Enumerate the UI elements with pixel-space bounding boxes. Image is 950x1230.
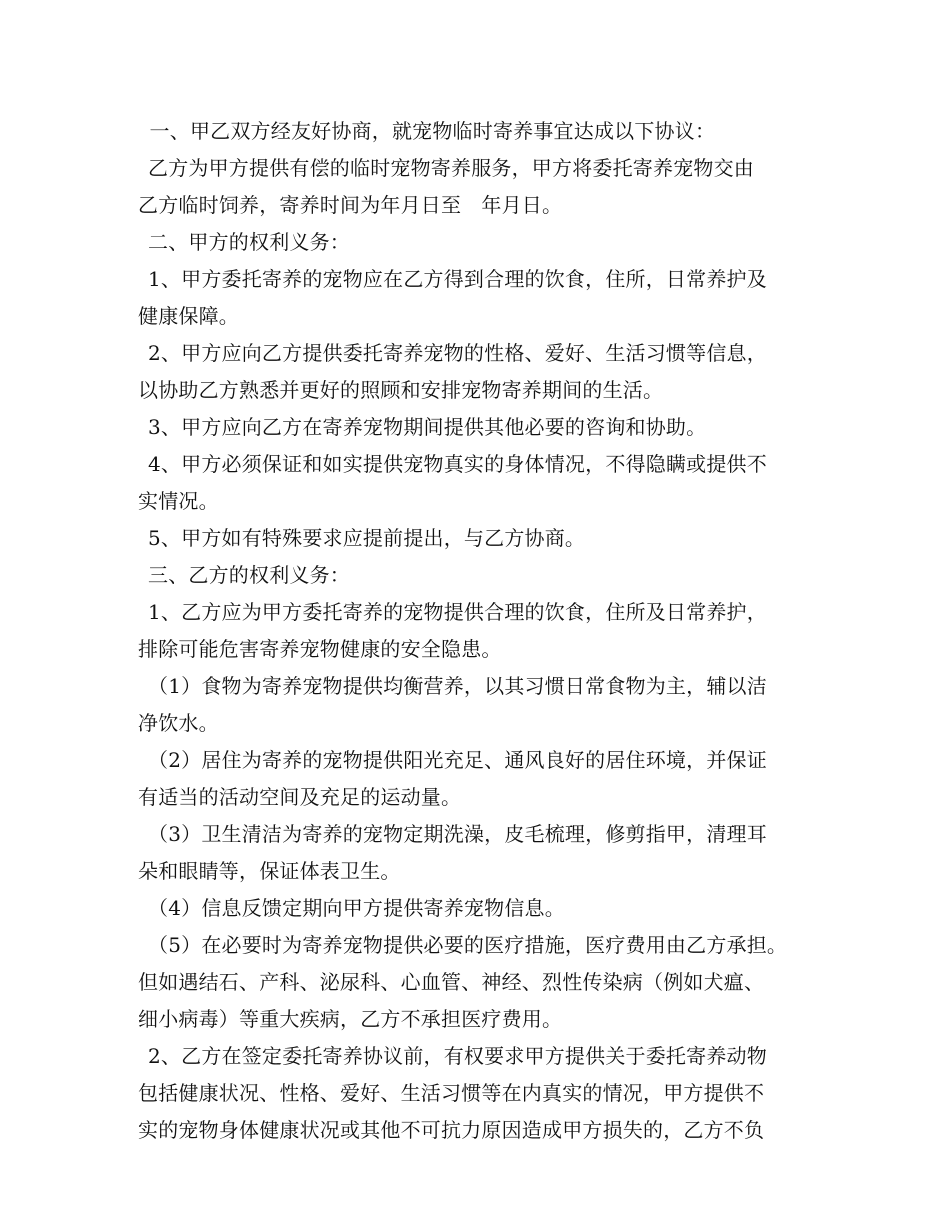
paragraph-line: （5）在必要时为寄养宠物提供必要的医疗措施，医疗费用由乙方承担。 — [148, 933, 788, 957]
paragraph-line: 2、甲方应向乙方提供委托寄养宠物的性格、爱好、生活习惯等信息， — [148, 341, 767, 365]
paragraph-line: 一、甲乙双方经友好协商，就宠物临时寄养事宜达成以下协议： — [143, 119, 716, 143]
paragraph-line: 排除可能危害寄养宠物健康的安全隐患。 — [138, 637, 502, 661]
paragraph-line: 2、乙方在签定委托寄养协议前，有权要求甲方提供关于委托寄养动物 — [148, 1044, 767, 1068]
paragraph-line: 朵和眼睛等，保证体表卫生。 — [138, 859, 401, 883]
paragraph-line: 4、甲方必须保证和如实提供宠物真实的身体情况，不得隐瞒或提供不 — [148, 452, 767, 476]
paragraph-line: 实情况。 — [138, 489, 219, 513]
paragraph-line: 以协助乙方熟悉并更好的照顾和安排宠物寄养期间的生活。 — [138, 378, 664, 402]
document-body — [0, 113, 950, 1149]
paragraph-line: 1、甲方委托寄养的宠物应在乙方得到合理的饮食，住所，日常养护及 — [148, 267, 767, 291]
paragraph-line: 包括健康状况、性格、爱好、生活习惯等在内真实的情况，甲方提供不 — [138, 1081, 765, 1105]
paragraph-line: 净饮水。 — [138, 711, 219, 735]
paragraph-line: 但如遇结石、产科、泌尿科、心血管、神经、烈性传染病（例如犬瘟、 — [138, 970, 765, 994]
paragraph-line: 有适当的活动空间及充足的运动量。 — [138, 785, 462, 809]
paragraph-line: （2）居住为寄养的宠物提供阳光充足、通风良好的居住环境，并保证 — [148, 748, 767, 772]
paragraph-line: 健康保障。 — [138, 304, 239, 328]
paragraph-line: （1）食物为寄养宠物提供均衡营养，以其习惯日常食物为主，辅以洁 — [148, 674, 767, 698]
paragraph-line: 乙方临时饲养，寄养时间为年月日至 年月日。 — [138, 193, 563, 217]
section-heading: 二、甲方的权利义务： — [148, 230, 350, 254]
paragraph-line: （3）卫生清洁为寄养的宠物定期洗澡，皮毛梳理，修剪指甲，清理耳 — [148, 822, 767, 846]
paragraph-line: 5、甲方如有特殊要求应提前提出，与乙方协商。 — [148, 526, 586, 550]
paragraph-line: 细小病毒）等重大疾病，乙方不承担医疗费用。 — [138, 1007, 563, 1031]
paragraph-line: 乙方为甲方提供有偿的临时宠物寄养服务，甲方将委托寄养宠物交由 — [148, 156, 754, 180]
paragraph-line: （4）信息反馈定期向甲方提供寄养宠物信息。 — [148, 896, 565, 920]
paragraph-line: 3、甲方应向乙方在寄养宠物期间提供其他必要的咨询和协助。 — [148, 415, 707, 439]
paragraph-line: 1、乙方应为甲方委托寄养的宠物提供合理的饮食，住所及日常养护， — [148, 600, 767, 624]
section-heading: 三、乙方的权利义务： — [148, 563, 350, 587]
paragraph-line: 实的宠物身体健康状况或其他不可抗力原因造成甲方损失的，乙方不负 — [138, 1118, 765, 1142]
